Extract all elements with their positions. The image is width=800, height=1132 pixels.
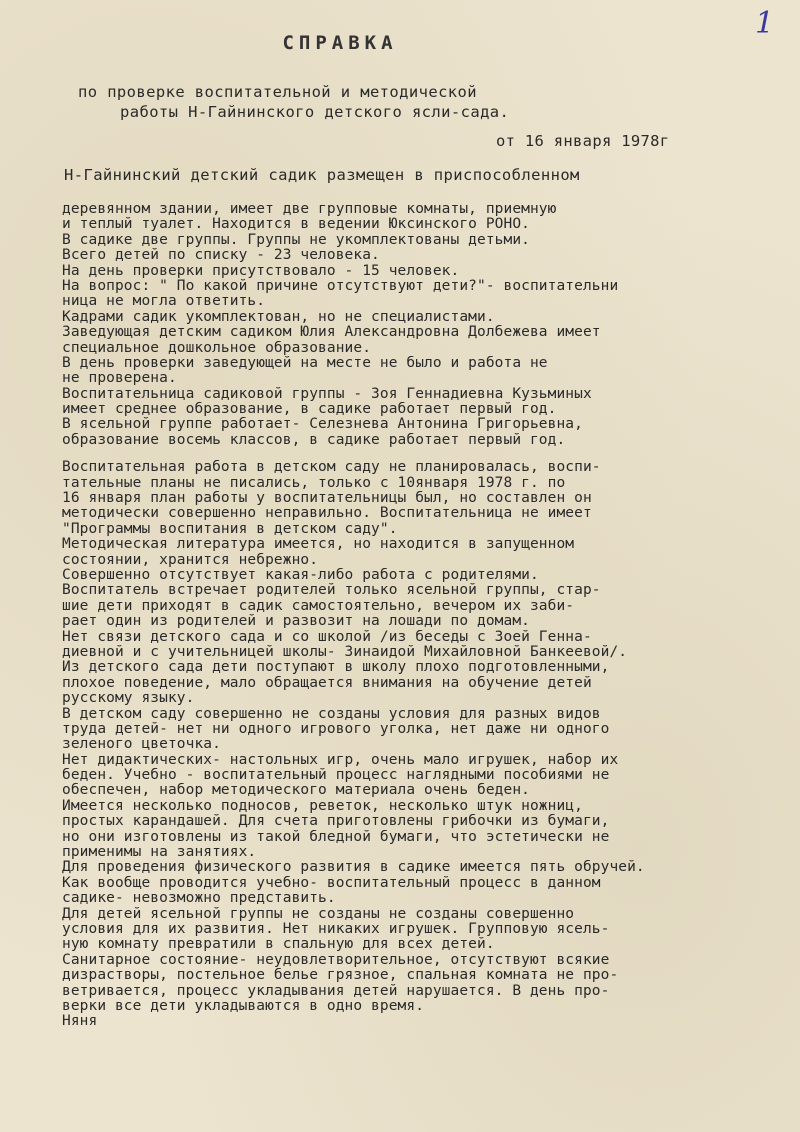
body-line: плохое поведение, мало обращается внимания на обучение детей (62, 675, 592, 691)
body-line: На день проверки присутствовало - 15 человек. (62, 263, 460, 279)
body-line: В садике две группы. Группы не укомплектованы детьми. (62, 232, 530, 248)
body-line: специальное дошкольное образование. (62, 340, 372, 356)
body-line: дизрастворы, постельное белье грязное, спальная комната не про- (62, 968, 619, 984)
body-line: тательные планы не писались, только с 10января 1978 г. по (62, 475, 566, 491)
paragraph-gap (62, 448, 798, 460)
document-body (62, 202, 798, 1030)
body-line: В день проверки заведующей на месте не было и работа не (62, 355, 548, 371)
body-line: русскому языку. (62, 691, 195, 707)
body-line: Воспитательная работа в детском саду не планировалась, воспи- (62, 460, 601, 476)
document-date: от 16 января 1978г (496, 132, 670, 150)
body-line: "Программы воспитания в детском саду". (62, 521, 398, 537)
body-line: Нет связи детского сада и со школой /из беседы с Зоей Генна- (62, 629, 592, 645)
body-line: условия для их развития. Нет никаких игрушек. Групповую ясель- (62, 921, 610, 937)
body-line: Из детского сада дети поступают в школу плохо подготовленными, (62, 660, 610, 676)
document-subtitle (78, 82, 638, 122)
body-line: ную комнату превратили в спальную для всех детей. (62, 937, 495, 953)
body-line: и теплый туалет. Находится в ведении Юксинского РОНО. (62, 217, 530, 233)
body-line: труда детей- нет ни одного игрового уголка, нет даже ни одного (62, 721, 610, 737)
body-line: деревянном здании, имеет две групповые комнаты, приемную (62, 202, 557, 217)
body-line: состоянии, хранится небрежно. (62, 552, 319, 568)
lead-line: Н-Гайнинский детский садик размещен в приспособленном (64, 166, 580, 184)
subtitle-line: по проверке воспитательной и методической (78, 83, 478, 101)
body-line: На вопрос: " По какой причине отсутствуют дети?"- воспитательни (62, 278, 619, 294)
subtitle-line: работы Н-Гайнинского детского ясли-сада. (120, 103, 510, 121)
body-line: шие дети приходят в садик самостоятельно, вечером их заби- (62, 598, 575, 614)
body-line: Всего детей по списку - 23 человека. (62, 248, 380, 264)
page-number: 1 (755, 6, 775, 41)
body-line: простых карандашей. Для счета приготовлены грибочки из бумаги, (62, 814, 610, 830)
body-line: Для детей ясельной группы не созданы не созданы совершенно (62, 906, 575, 922)
body-line: обеспечен, набор методического материала очень беден. (62, 783, 530, 799)
body-line: 16 января план работы у воспитательницы был, но составлен он (62, 491, 592, 507)
body-line: верки все дети укладываются в одно время. (62, 998, 425, 1014)
body-line: но они изготовлены из такой бледной бумаги, что эстетически не (62, 829, 610, 845)
body-line: не проверена. (62, 371, 177, 387)
body-line: образование восемь классов, в садике работает первый год. (62, 432, 566, 448)
body-line: Кадрами садик укомплектован, но не специалистами. (62, 309, 495, 325)
body-line: Совершенно отсутствует какая-либо работа с родителями. (62, 567, 539, 583)
body-line: зеленого цветочка. (62, 737, 221, 753)
body-line: садике- невозможно представить. (62, 891, 336, 907)
document-title: СПРАВКА (282, 32, 398, 54)
body-line: методически совершенно неправильно. Воспитательница не имеет (62, 506, 592, 522)
body-line: Воспитатель встречает родителей только ясельной группы, стар- (62, 583, 601, 599)
body-line: беден. Учебно - воспитательный процесс наглядными пособиями не (62, 768, 610, 784)
body-line: рает один из родителей и развозит на лошади по домам. (62, 614, 530, 630)
body-line: В ясельной группе работает- Селезнева Антонина Григорьевна, (62, 417, 583, 433)
body-line: Санитарное состояние- неудовлетворительное, отсутствуют всякие (62, 952, 610, 968)
body-line: имеет среднее образование, в садике работает первый год. (62, 402, 557, 418)
body-line: ветривается, процесс укладывания детей нарушается. В день про- (62, 983, 610, 999)
body-line: Для проведения физического развития в садике имеется пять обручей. (62, 860, 645, 876)
body-line: Имеется несколько подносов, реветок, несколько штук ножниц, (62, 798, 583, 814)
body-line: Нет дидактических- настольных игр, очень мало игрушек, набор их (62, 752, 619, 768)
body-line: Методическая литература имеется, но находится в запущенном (62, 537, 575, 553)
body-line: диевной и с учительницей школы- Зинаидой Михайловной Банкеевой/. (62, 644, 628, 660)
body-line: ница не могла ответить. (62, 294, 266, 310)
body-line: Няня (62, 1014, 98, 1030)
body-line: Как вообще проводится учебно- воспитательный процесс в данном (62, 875, 601, 891)
body-line: применимы на занятиях. (62, 845, 257, 861)
body-line: Заведующая детским садиком Юлия Александровна Долбежева имеет (62, 325, 601, 341)
body-line: Воспитательница садиковой группы - Зоя Геннадиевна Кузьминых (62, 386, 592, 402)
body-line: В детском саду совершенно не созданы условия для разных видов (62, 706, 601, 722)
